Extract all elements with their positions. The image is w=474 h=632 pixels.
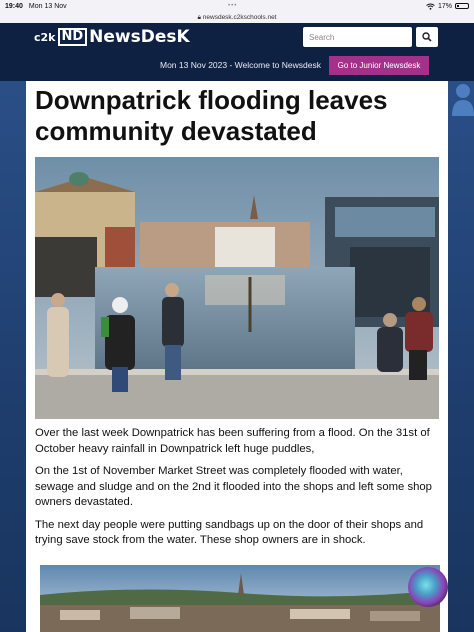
article-headline: Downpatrick flooding leaves community devastated [35,85,388,146]
town-photo [40,565,440,632]
page-background-left [0,81,26,632]
url-text: newsdesk.c2kschools.net [202,14,277,21]
status-right [426,3,469,10]
welcome-text: Mon 13 Nov 2023 - Welcome to Newsdesk [160,60,321,70]
battery-percent: 17% [437,2,452,10]
tab-dots-icon[interactable]: ••• [228,3,238,9]
wifi-icon [426,3,435,10]
newsdesk-logo[interactable] [34,26,190,48]
logo-c2k: c2k [34,30,56,44]
search-button[interactable] [416,27,438,47]
article-card [26,81,448,632]
page-background-right [448,81,474,632]
status-time: 19:40 [5,2,23,10]
logo-nd: ND [58,28,88,46]
sub-bar [0,55,474,77]
article-paragraph: Over the last week Downpatrick has been suffering from a flood. On the 31st of October heavy rainfall in Downpatrick left huge puddles, [35,427,430,455]
url-bar[interactable] [0,12,474,23]
flood-photo [35,157,439,419]
junior-newsdesk-button[interactable]: Go to Junior Newsdesk [329,56,429,75]
siri-icon[interactable] [408,567,448,607]
lock-icon: 🔒︎ [197,14,201,21]
article-paragraph: On the 1st of November Market Street was completely flooded with water, sewage and sludge and on the 2nd it flooded into the shops and left some shop owners devastated. [35,465,432,508]
person-icon [452,82,474,116]
article-paragraph: The next day people were putting sandbags up on the door of their shops and trying save stock from the water. These shop owners are in shock. [35,518,424,546]
search-input[interactable] [303,27,412,47]
search-icon [422,32,432,42]
logo-name: NewsDesK [89,27,190,47]
article-body [35,426,439,556]
site-header [0,23,474,81]
battery-icon [455,3,469,9]
status-date: Mon 13 Nov [28,2,67,10]
